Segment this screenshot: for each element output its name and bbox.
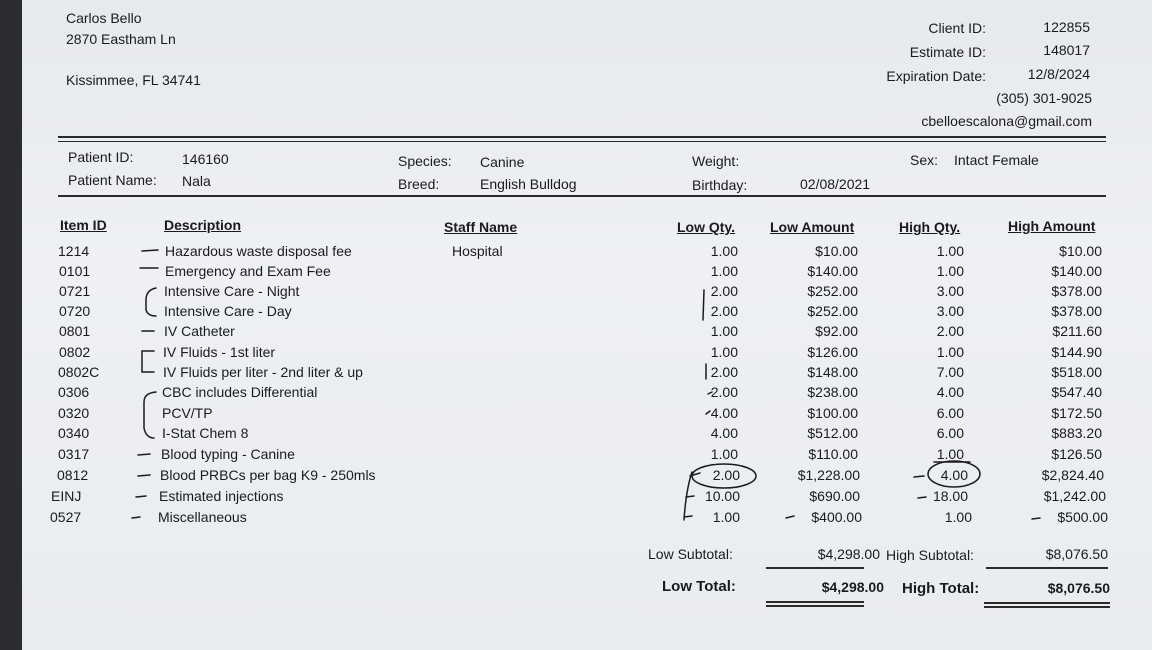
- low-total-rule-bottom: [766, 605, 864, 607]
- header-low-qty: Low Qty.: [677, 219, 736, 235]
- high-qty-cell: 7.00: [936, 364, 964, 380]
- patient-id-value: 146160: [182, 151, 229, 167]
- description-cell: IV Fluids - 1st liter: [163, 344, 276, 360]
- estimate-document: [22, 0, 1152, 650]
- high-amount-cell: $211.60: [1052, 323, 1102, 339]
- high-qty-cell: 6.00: [936, 405, 964, 421]
- header-low-amount: Low Amount: [770, 219, 855, 235]
- high-subtotal-value: $8,076.50: [1045, 546, 1108, 562]
- high-qty-cell: 1.00: [936, 263, 964, 279]
- low-total-value: $4,298.00: [821, 579, 884, 595]
- low-amount-cell: $100.00: [807, 405, 858, 421]
- low-total-label: Low Total:: [662, 578, 736, 595]
- low-amount-cell: $140.00: [807, 263, 858, 279]
- birthday-value: 02/08/2021: [800, 176, 871, 192]
- header-high-qty: High Qty.: [899, 219, 961, 235]
- hand-dash: [142, 250, 158, 251]
- item-id-cell: 0320: [58, 405, 90, 421]
- client-id-label: Client ID:: [928, 20, 986, 36]
- low-qty-cell: 1.00: [710, 323, 738, 339]
- description-cell: Intensive Care - Night: [164, 283, 300, 299]
- high-qty-cell: 3.00: [936, 303, 964, 319]
- description-cell: IV Fluids per liter - 2nd liter & up: [163, 364, 363, 380]
- low-total-rule-top: [766, 601, 864, 603]
- low-qty-cell: 10.00: [704, 488, 740, 504]
- item-id-cell: 0802C: [58, 364, 100, 380]
- low-qty-cell: 4.00: [710, 425, 738, 441]
- hand-dash: [708, 392, 712, 394]
- high-qty-cell: 18.00: [932, 488, 968, 504]
- high-amount-cell: $144.90: [1051, 344, 1102, 360]
- hand-dash: [1032, 518, 1040, 519]
- item-id-cell: 0101: [59, 263, 91, 279]
- hand-dash: [686, 496, 694, 497]
- low-qty-cell: 2.00: [712, 467, 740, 483]
- low-amount-cell: $92.00: [815, 323, 858, 339]
- low-qty-cell: 2.00: [710, 384, 738, 400]
- high-total-value: $8,076.50: [1047, 580, 1110, 596]
- description-cell: IV Catheter: [164, 323, 235, 339]
- low-amount-cell: $1,228.00: [797, 467, 860, 483]
- client-email: cbelloescalona@gmail.com: [921, 113, 1092, 129]
- low-amount-cell: $110.00: [808, 446, 858, 462]
- low-amount-cell: $238.00: [807, 384, 858, 400]
- patient-name-label: Patient Name:: [68, 172, 157, 188]
- high-qty-cell: 4.00: [940, 467, 968, 483]
- item-id-cell: 0812: [57, 467, 89, 483]
- high-qty-cell: 4.00: [936, 384, 964, 400]
- patient-name-value: Nala: [182, 173, 211, 189]
- high-qty-cell: 1.00: [936, 446, 964, 462]
- low-qty-cell: 1.00: [710, 344, 738, 360]
- high-total-label: High Total:: [902, 580, 980, 597]
- item-id-cell: 0306: [58, 384, 90, 400]
- low-qty-cell: 1.00: [710, 446, 738, 462]
- high-amount-cell: $883.20: [1051, 425, 1102, 441]
- low-amount-cell: $252.00: [807, 283, 858, 299]
- high-qty-cell: 2.00: [936, 323, 964, 339]
- hand-dash: [684, 516, 692, 517]
- low-amount-cell: $126.00: [807, 344, 858, 360]
- item-id-cell: 0721: [59, 283, 91, 299]
- client-address-line2: Kissimmee, FL 34741: [66, 72, 201, 88]
- sex-value: Intact Female: [954, 152, 1039, 168]
- high-qty-cell: 6.00: [936, 425, 964, 441]
- staff-cell: Hospital: [452, 243, 503, 259]
- high-amount-cell: $378.00: [1051, 303, 1102, 319]
- low-amount-cell: $148.00: [807, 364, 858, 380]
- description-cell: Hazardous waste disposal fee: [165, 243, 352, 259]
- hand-dash: [136, 496, 146, 497]
- hand-dash: [706, 411, 710, 414]
- sex-label: Sex:: [910, 152, 939, 168]
- item-id-cell: 0801: [59, 323, 91, 339]
- low-qty-cell: 2.00: [710, 303, 738, 319]
- hand-dash: [138, 454, 150, 455]
- low-qty-cell: 1.00: [710, 263, 738, 279]
- hand-bracket: [142, 351, 154, 372]
- item-id-cell: EINJ: [51, 488, 82, 504]
- low-subtotal-value: $4,298.00: [817, 546, 880, 562]
- high-amount-cell: $140.00: [1051, 263, 1102, 279]
- low-amount-cell: $690.00: [809, 488, 860, 504]
- header-description: Description: [164, 217, 242, 233]
- low-qty-cell: 2.00: [710, 364, 738, 380]
- high-amount-cell: $1,242.00: [1043, 488, 1106, 504]
- expiration-date-value: 12/8/2024: [1027, 66, 1090, 82]
- high-subtotal-label: High Subtotal:: [886, 547, 974, 563]
- description-cell: I-Stat Chem 8: [162, 425, 249, 441]
- hand-bar: [703, 290, 704, 320]
- species-value: Canine: [480, 154, 525, 170]
- handwritten-annotations: [22, 0, 1152, 650]
- low-subtotal-label: Low Subtotal:: [648, 546, 733, 562]
- description-cell: Intensive Care - Day: [164, 303, 292, 319]
- high-subtotal-rule: [986, 567, 1108, 569]
- breed-label: Breed:: [398, 176, 440, 192]
- description-cell: Blood typing - Canine: [161, 446, 295, 462]
- high-amount-cell: $172.50: [1051, 405, 1102, 421]
- birthday-label: Birthday:: [692, 177, 748, 193]
- hand-dash: [914, 476, 924, 477]
- estimate-id-value: 148017: [1043, 42, 1090, 58]
- client-address-line1: 2870 Eastham Ln: [66, 31, 176, 47]
- description-cell: Emergency and Exam Fee: [165, 263, 331, 279]
- header-item-id: Item ID: [60, 217, 107, 233]
- high-qty-cell: 1.00: [936, 344, 964, 360]
- hand-dash: [132, 517, 140, 518]
- low-qty-cell: 1.00: [710, 243, 738, 259]
- high-total-rule-bottom: [984, 606, 1110, 608]
- item-id-cell: 0527: [50, 509, 82, 525]
- hand-circle: [692, 464, 756, 488]
- client-name: Carlos Bello: [66, 10, 142, 26]
- hand-bracket: [146, 288, 156, 316]
- item-id-cell: 1214: [58, 243, 90, 259]
- hand-circle: [928, 461, 980, 487]
- high-amount-cell: $500.00: [1057, 509, 1108, 525]
- breed-value: English Bulldog: [480, 176, 577, 192]
- hand-dash: [786, 516, 794, 518]
- patient-id-label: Patient ID:: [68, 149, 134, 165]
- weight-label: Weight:: [692, 153, 740, 169]
- hand-bracket: [144, 392, 156, 438]
- hand-dash: [918, 497, 926, 498]
- low-amount-cell: $252.00: [807, 303, 858, 319]
- low-qty-cell: 2.00: [710, 283, 738, 299]
- high-amount-cell: $547.40: [1051, 384, 1102, 400]
- hand-dash: [138, 475, 150, 476]
- header-staff-name: Staff Name: [444, 219, 518, 235]
- header-high-amount: High Amount: [1008, 218, 1096, 234]
- description-cell: Estimated injections: [159, 488, 284, 504]
- high-amount-cell: $126.50: [1051, 446, 1102, 462]
- high-amount-cell: $378.00: [1051, 283, 1102, 299]
- high-qty-cell: 3.00: [936, 283, 964, 299]
- item-id-cell: 0340: [58, 425, 90, 441]
- high-amount-cell: $518.00: [1051, 364, 1102, 380]
- description-cell: CBC includes Differential: [162, 384, 318, 400]
- client-id-value: 122855: [1043, 19, 1090, 35]
- high-amount-cell: $2,824.40: [1041, 467, 1104, 483]
- species-label: Species:: [398, 153, 452, 169]
- description-cell: Miscellaneous: [158, 509, 247, 525]
- item-id-cell: 0317: [58, 446, 90, 462]
- item-id-cell: 0720: [59, 303, 91, 319]
- high-qty-cell: 1.00: [936, 243, 964, 259]
- expiration-date-label: Expiration Date:: [886, 68, 986, 84]
- low-subtotal-rule: [766, 567, 864, 569]
- low-amount-cell: $10.00: [815, 243, 858, 259]
- high-amount-cell: $10.00: [1059, 243, 1102, 259]
- client-phone: (305) 301-9025: [996, 90, 1092, 106]
- low-amount-cell: $512.00: [807, 425, 858, 441]
- description-cell: PCV/TP: [162, 405, 213, 421]
- estimate-id-label: Estimate ID:: [909, 44, 986, 60]
- description-cell: Blood PRBCs per bag K9 - 250mls: [160, 467, 376, 483]
- high-qty-cell: 1.00: [944, 509, 972, 525]
- low-qty-cell: 4.00: [710, 405, 738, 421]
- high-total-rule-top: [984, 602, 1110, 604]
- low-amount-cell: $400.00: [811, 509, 862, 525]
- item-id-cell: 0802: [59, 344, 91, 360]
- low-qty-cell: 1.00: [712, 509, 740, 525]
